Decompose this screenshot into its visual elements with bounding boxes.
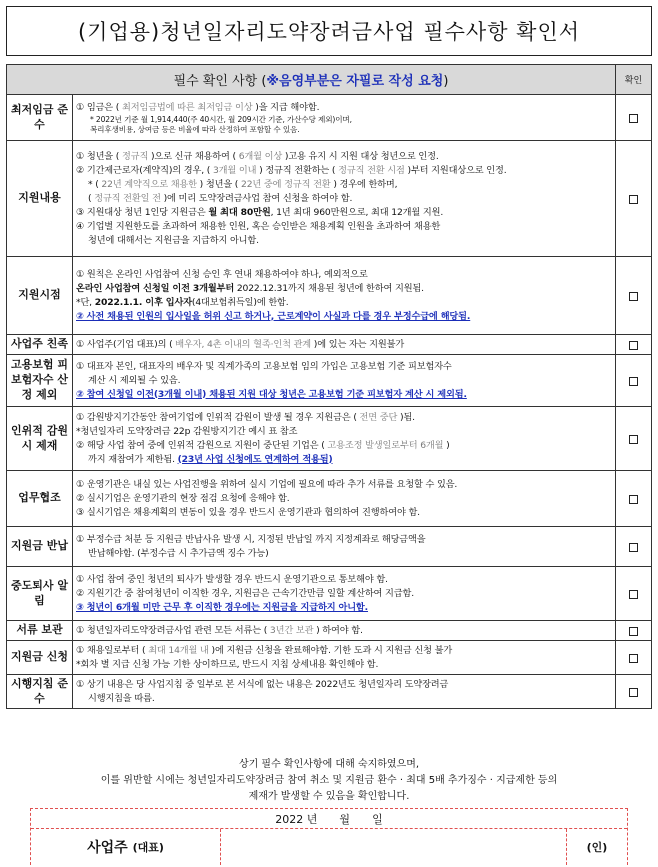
content-line: ① 채용일로부터 ( 최대 14개월 내 )에 지원금 신청을 완료해야함. 기한 도과 시 지원금 신청 불가 (76, 644, 453, 656)
handwrite-field: 3개월 이내 (212, 164, 257, 176)
content-line: ② 해당 사업 참여 중에 인위적 감원으로 지원이 중단된 기업은 ( 고용조정 발생일로부터 6개월 ) (76, 439, 450, 451)
handwrite-field: 최대 14개월 내 (148, 644, 209, 656)
date-day: 일 (372, 812, 383, 826)
handwrite-field: 정규직 전환 시점 (338, 164, 405, 176)
row-content (73, 95, 616, 141)
check-cell (616, 527, 652, 567)
content-line: ① 사업 참여 중인 청년의 퇴사가 발생할 경우 반드시 운영기관으로 통보해야 함. (76, 573, 388, 585)
row-content (73, 471, 616, 527)
checkbox[interactable] (629, 590, 638, 599)
row-content (73, 527, 616, 567)
header-note: ※음영부분은 자필로 작성 요청 (266, 74, 444, 89)
row-label: 서류 보관 (7, 621, 73, 641)
table-row (7, 621, 652, 641)
table-row (7, 407, 652, 471)
check-cell (616, 621, 652, 641)
signature-box (30, 808, 628, 865)
check-cell (616, 641, 652, 675)
checkbox[interactable] (629, 195, 638, 204)
content-line: ① 원칙은 온라인 사업참여 신청 승인 후 연내 채용하여야 하나, 예외적으로 (76, 268, 368, 280)
content-line: ① 대표자 본인, 대표자의 배우자 및 직계가족의 고용보험 임의 가입은 고용보험 기준 피보험자수 (76, 360, 452, 372)
content-line: * 2022년 기준 월 1,914,440(주 40시간, 월 209시간 기준, 가산수당 제외)이며, (90, 114, 352, 124)
content-line: ③ 지원대상 청년 1인당 지원금은 월 최대 80만원, 1년 최대 960만원으로, 최대 12개월 지원. (76, 206, 444, 218)
row-content (73, 641, 616, 675)
row-label: 중도퇴사 알림 (7, 567, 73, 621)
date-month: 월 (339, 812, 351, 826)
row-label: 지원금 신청 (7, 641, 73, 675)
handwrite-field: 6개월 이상 (238, 150, 283, 162)
date-year: 2022 년 (275, 812, 318, 826)
row-content (73, 621, 616, 641)
checkbox[interactable] (629, 543, 638, 552)
table-header (7, 65, 652, 95)
checkbox[interactable] (629, 627, 638, 636)
content-line: 계산 시 제외될 수 있음. (88, 374, 181, 386)
table-row (7, 335, 652, 355)
content-line: ② 사전 채용된 인원의 입사일을 허위 신고 하거나, 근로계약이 사실과 다를 경우 부정수급에 해당됨. (76, 310, 471, 322)
row-label: 사업주 친족 (7, 335, 73, 355)
footer-statement: 상기 필수 확인사항에 대해 숙지하였으며, 이를 위반할 시에는 청년일자리도약장려금 참여 취소 및 지원금 환수 · 최대 5배 추가징수 · 지급제한 등의 제재가 발생할 수 있음을 확인합니다. (100, 759, 558, 802)
row-content (73, 257, 616, 335)
check-cell (616, 95, 652, 141)
row-label: 인위적 감원 시 제재 (7, 407, 73, 471)
handwrite-field: 22년 중에 정규직 전환 (241, 178, 331, 190)
table-row (7, 641, 652, 675)
check-cell (616, 675, 652, 709)
handwrite-field: 정규직 전환일 전 (94, 192, 161, 204)
content-line: ② 지원기간 중 참여청년이 이직한 경우, 지원금은 근속기간만큼 일할 계산하여 지급함. (76, 587, 414, 599)
check-cell (616, 355, 652, 407)
row-label: 시행지침 준수 (7, 675, 73, 709)
table-row (7, 257, 652, 335)
row-label: 지원금 반납 (7, 527, 73, 567)
row-label: 고용보험 피보험자수 산정 제외 (7, 355, 73, 407)
content-line: ① 임금은 ( 최저임금법에 따른 최저임금 이상 )을 지급 해야함. (76, 101, 320, 113)
checkbox[interactable] (629, 688, 638, 697)
content-line: 까지 재참여가 제한됨. (23년 사업 신청에도 연계하여 적용됨) (88, 453, 333, 465)
table-row (7, 355, 652, 407)
content-line: ② 참여 신청일 이전(3개월 이내) 채용된 지원 대상 청년은 고용보험 기준 피보험자 계산 시 제외됨. (76, 388, 467, 400)
row-content (73, 141, 616, 257)
checkbox[interactable] (629, 292, 638, 301)
table-row (7, 527, 652, 567)
check-cell (616, 407, 652, 471)
content-line: ① 부정수급 처분 등 지원금 반납사유 발생 시, 지정된 반납일 까지 지정계좌로 해당금액을 (76, 533, 426, 545)
header-main: 필수 확인 사항 (※음영부분은 자필로 작성 요청) (7, 65, 616, 95)
content-line: ① 청년일자리도약장려금사업 관련 모든 서류는 ( 3년간 보관 ) 하여야 함. (76, 624, 363, 636)
row-content (73, 355, 616, 407)
content-line: * ( 22년 계약직으로 채용한 ) 청년을 ( 22년 중에 정규직 전환 ) 경우에 한하며, (88, 178, 398, 190)
owner-sign-row (31, 829, 627, 865)
date-row (31, 809, 627, 829)
content-line: ④ 기업별 지원한도를 초과하여 채용한 인원, 혹은 승인받은 채용계획 인원을 초과하여 채용한 (76, 220, 441, 232)
checkbox[interactable] (629, 654, 638, 663)
content-line: 시행지침을 따름. (88, 692, 155, 704)
check-cell (616, 471, 652, 527)
content-line: ③ 실시기업은 채용계획의 변동이 있을 경우 반드시 운영기관과 협의하여 진행하여야 함. (76, 506, 420, 518)
content-line: *청년일자리 도약장려금 22p 감원방지기간 예시 표 참조 (76, 425, 298, 437)
row-content (73, 335, 616, 355)
owner-label: 사업주 (대표) (31, 829, 221, 865)
handwrite-field: 최저임금법에 따른 최저임금 이상 (122, 101, 253, 113)
content-line: ( 정규직 전환일 전 )에 미리 도약장려금사업 참여 신청을 하여야 함. (88, 192, 353, 204)
row-content (73, 675, 616, 709)
content-line: ① 상기 내용은 당 사업지침 중 일부로 본 서식에 없는 내용은 2022년도 청년일자리 도약장려금 (76, 678, 449, 690)
document-title: (기업용)청년일자리도약장려금사업 필수사항 확인서 (6, 6, 652, 56)
check-cell (616, 257, 652, 335)
header-check: 확인 (616, 65, 652, 95)
content-line: *단, 2022.1.1. 이후 입사자(4대보험취득일)에 한함. (76, 296, 289, 308)
checkbox[interactable] (629, 435, 638, 444)
content-line: 청년에 대해서는 지원금을 지급하지 아니함. (88, 234, 259, 246)
row-content (73, 407, 616, 471)
table-body (7, 95, 652, 709)
handwrite-field: 3년간 보관 (269, 624, 314, 636)
row-label: 최저임금 준수 (7, 95, 73, 141)
handwrite-field: 배우자, 4촌 이내의 혈족·인척 관계 (175, 338, 312, 350)
handwrite-field: 전면 중단 (359, 411, 398, 423)
table-row (7, 567, 652, 621)
handwrite-field: 고용조정 발생일로부터 6개월 (327, 439, 444, 451)
check-cell (616, 335, 652, 355)
requirements-table (6, 64, 652, 709)
content-line: ① 감원방지기간동안 참여기업에 인위적 감원이 발생 될 경우 지원금은 ( 전면 중단 )됨. (76, 411, 415, 423)
check-cell (616, 567, 652, 621)
content-line: *회차 별 지급 신청 가능 기한 상이하므로, 반드시 지침 상세내용 확인해야 함. (76, 658, 379, 670)
content-line: 반납해야함. (부정수급 시 추가금액 징수 가능) (88, 547, 269, 559)
checkbox[interactable] (629, 114, 638, 123)
check-cell (616, 141, 652, 257)
owner-name-field[interactable] (221, 829, 567, 865)
row-label: 지원시점 (7, 257, 73, 335)
content-line: ① 운영기관은 내실 있는 사업진행을 위하여 실시 기업에 필요에 따라 추가 서류를 요청할 수 있음. (76, 478, 458, 490)
checkbox[interactable] (629, 341, 638, 350)
table-row (7, 141, 652, 257)
row-label: 업무협조 (7, 471, 73, 527)
content-line: 복리후생비용, 상여금 등은 비율에 따라 산정하여 포함할 수 있음. (90, 124, 300, 134)
table-row (7, 471, 652, 527)
handwrite-field: 정규직 (122, 150, 149, 162)
seal-mark: (인) (586, 841, 608, 854)
checkbox[interactable] (629, 495, 638, 504)
content-line: ① 청년을 ( 정규직 )으로 신규 채용하여 ( 6개월 이상 )고용 유지 시 지원 대상 청년으로 인정. (76, 150, 439, 162)
handwrite-field: 22년 계약직으로 채용한 (101, 178, 197, 190)
content-line: ① 사업주(기업 대표)의 ( 배우자, 4촌 이내의 혈족·인척 관계 )에 있는 자는 지원불가 (76, 338, 405, 350)
checkbox[interactable] (629, 377, 638, 386)
table-row (7, 675, 652, 709)
row-content (73, 567, 616, 621)
content-line: 온라인 사업참여 신청일 이전 3개월부터 2022.12.31까지 채용된 청년에 한하여 지원됨. (76, 282, 424, 294)
content-line: ② 실시기업은 운영기관의 현장 점검 요청에 응해야 함. (76, 492, 290, 504)
content-line: ③ 청년이 6개월 미만 근무 후 이직한 경우에는 지원금을 지급하지 아니함. (76, 601, 369, 613)
row-label: 지원내용 (7, 141, 73, 257)
content-line: ② 기간제근로자(계약직)의 경우, ( 3개월 이내 ) 정규직 전환하는 ( 정규직 전환 시점 )부터 지원대상으로 인정. (76, 164, 507, 176)
table-row (7, 95, 652, 141)
